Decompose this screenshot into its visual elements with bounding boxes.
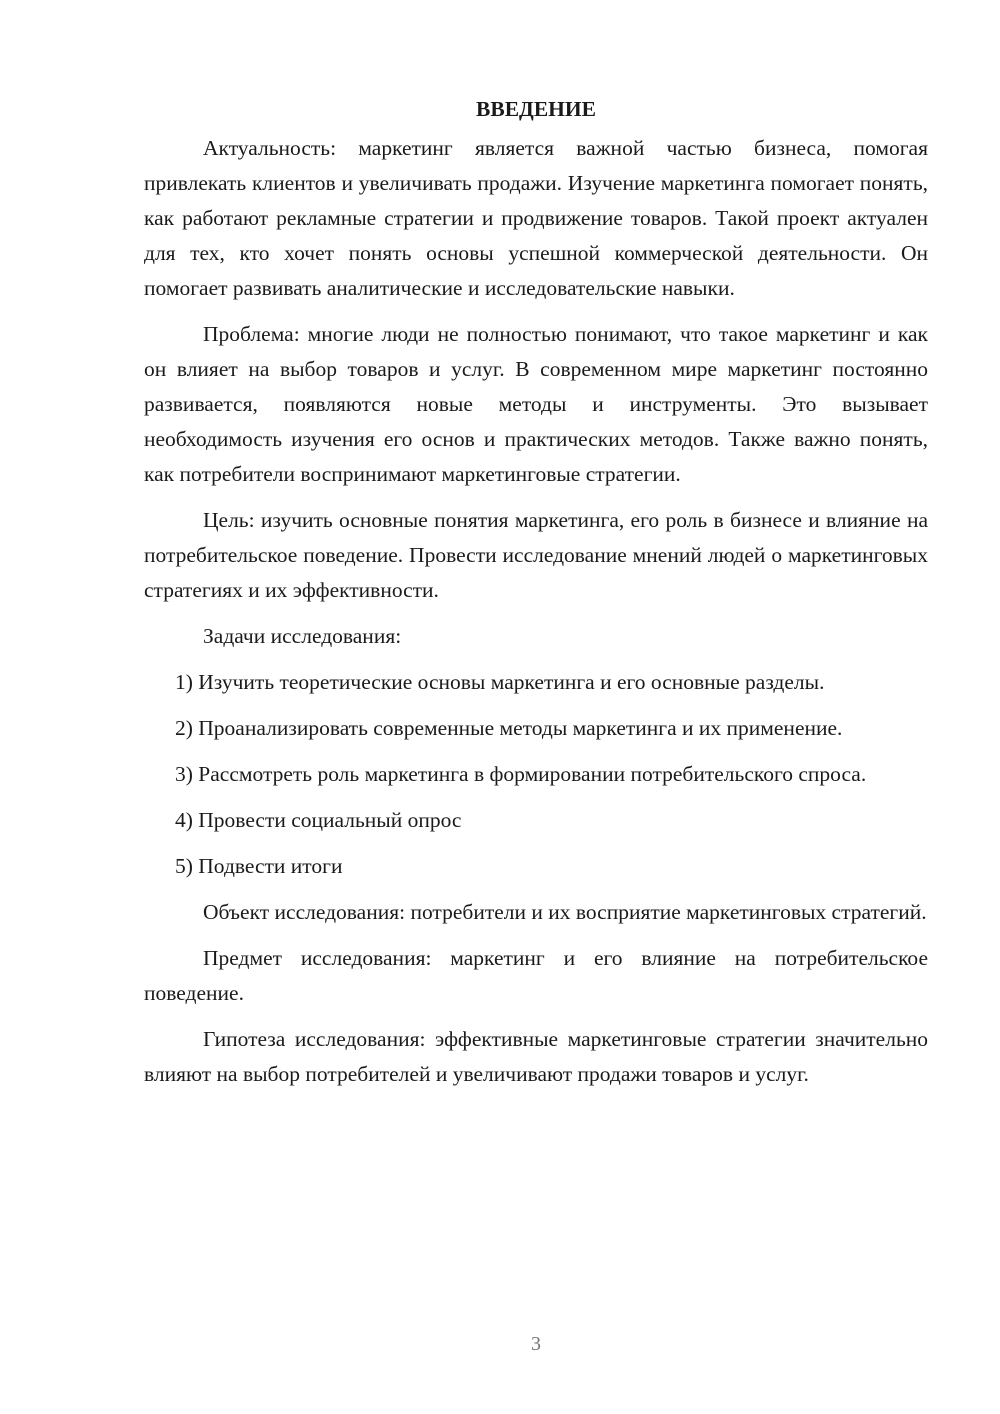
page-content [144,92,928,1103]
tasks-heading: Задачи исследования: [203,624,402,648]
task-item-5: 5) Подвести итоги [175,854,343,878]
task-item-1: 1) Изучить теоретические основы маркетинга и его основные разделы. [175,670,825,694]
task-item-3: 3) Рассмотреть роль маркетинга в формировании потребительского спроса. [175,762,867,786]
paragraph-hypothesis: Гипотеза исследования: эффективные маркетинговые стратегии значительно влияют на выбор потребителей и увеличивают продажи товаров и услуг. [144,1027,928,1086]
paragraph-object: Объект исследования: потребители и их восприятие маркетинговых стратегий. [203,900,927,924]
task-item-4: 4) Провести социальный опрос [175,808,462,832]
paragraph-relevance: Актуальность: маркетинг является важной частью бизнеса, помогая привлекать клиентов и увеличивать продажи. Изучение маркетинга помогает понять, как работают рекламные стратегии и продвижение товаров. Такой проект актуален для тех, кто хочет понять основы успешной коммерческой деятельности. Он помогает развивать аналитические и исследовательские навыки. [144,136,928,300]
paragraph-goal: Цель: изучить основные понятия маркетинга, его роль в бизнесе и влияние на потребительское поведение. Провести исследование мнений людей о маркетинговых стратегиях и их эффективности. [144,508,928,602]
task-item-2: 2) Проанализировать современные методы маркетинга и их применение. [175,716,843,740]
paragraph-problem: Проблема: многие люди не полностью понимают, что такое маркетинг и как он влияет на выбор товаров и услуг. В современном мире маркетинг постоянно развивается, появляются новые методы и инструменты. Это вызывает необходимость изучения его основ и практических методов. Также важно понять, как потребители воспринимают маркетинговые стратегии. [144,322,928,486]
page-number: 3 [531,1333,541,1355]
paragraph-subject: Предмет исследования: маркетинг и его влияние на потребительское поведение. [144,946,928,1005]
section-title: ВВЕДЕНИЕ [476,97,596,121]
